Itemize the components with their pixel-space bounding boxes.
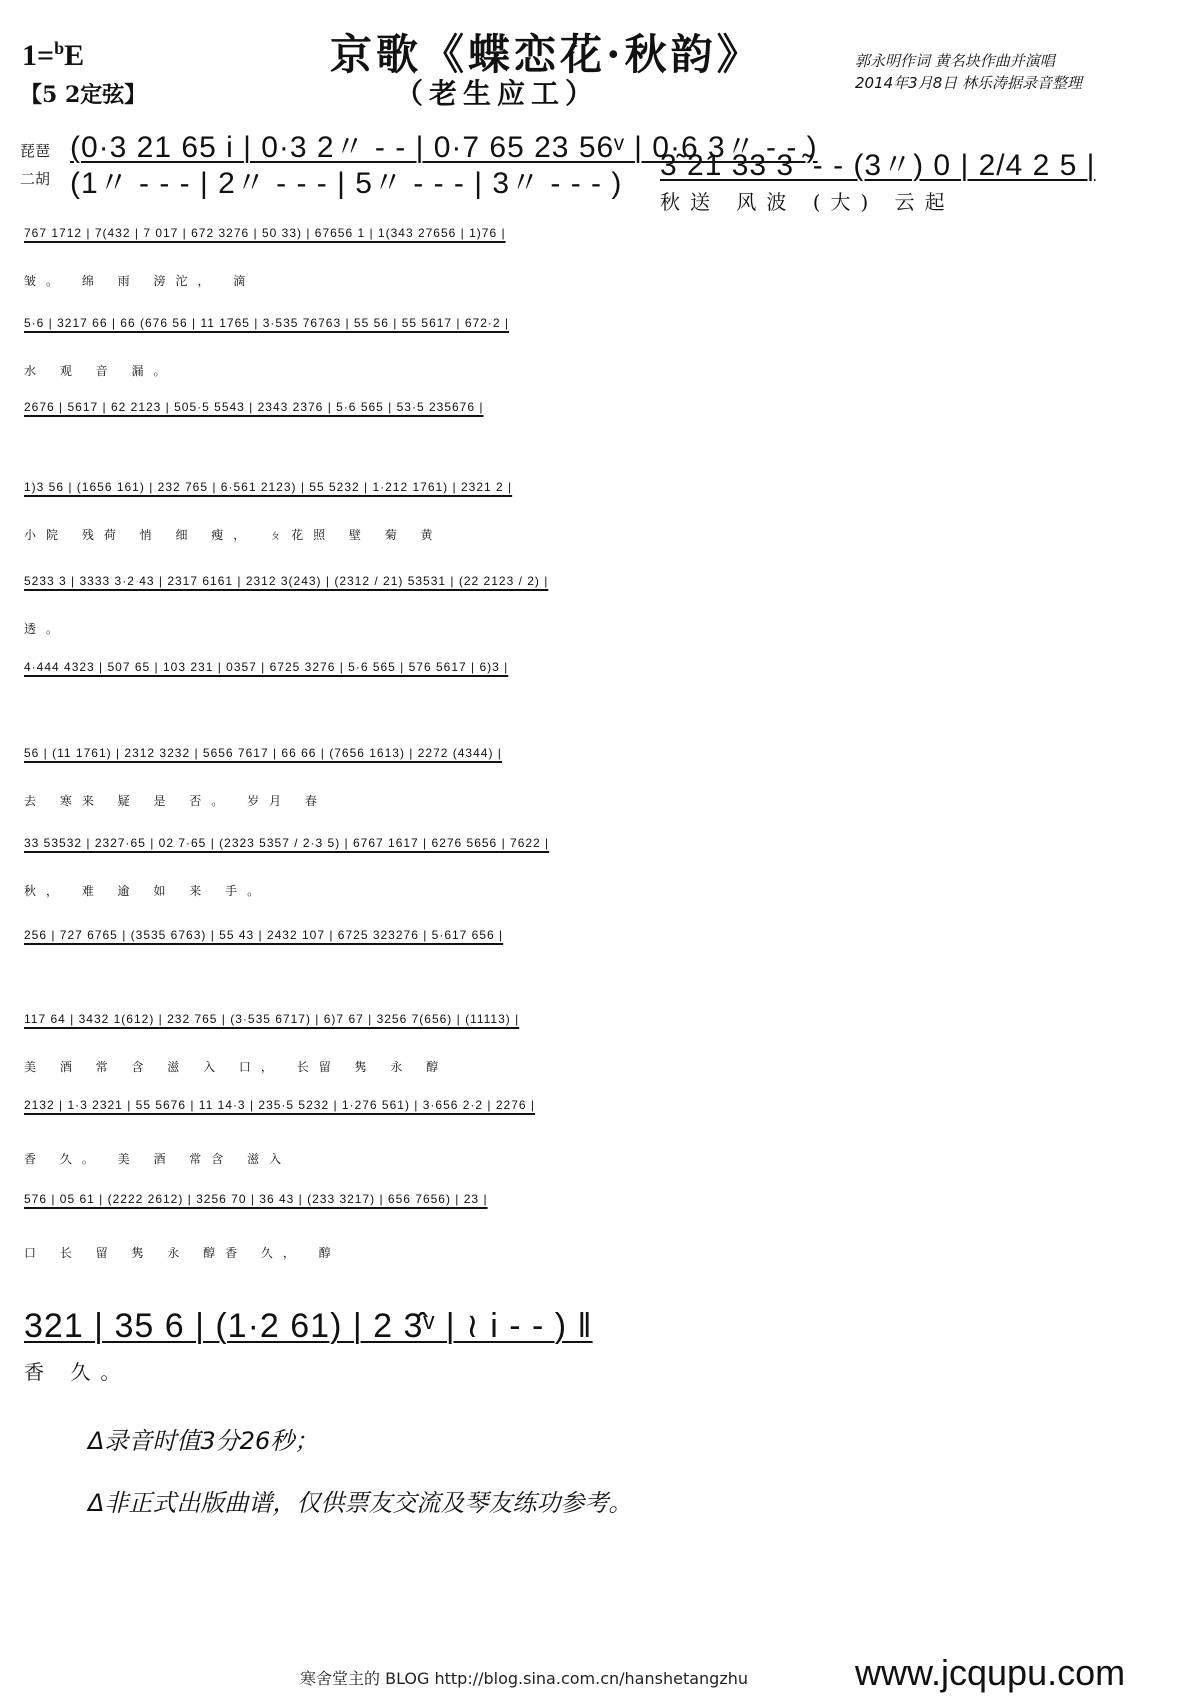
- instrument-erhu-label: 二胡: [20, 170, 51, 188]
- footnote-disclaimer: Δ非正式出版曲谱，仅供票友交流及琴友练功参考。: [88, 1489, 633, 1517]
- key-label: 1=: [22, 39, 55, 72]
- score-row-10: 256 | 727 6765 | (3535 6763) | 55 43 | 2432 107 | 6725 323276 | 5·617 656 |: [24, 928, 504, 942]
- score-row-14: 321 | 35 6 | (1·2 61) | 2 3̂ᵛ | ≀ i - - ) ‖: [24, 1307, 593, 1345]
- score-row-6: 5233 3 | 3333 3·2 43 | 2317 6161 | 2312 3(243) | (2312 / 21) 53531 | (22 2123 / 2) |: [24, 574, 549, 588]
- lyric-row-13: 口 长 留 隽 永 醇香 久， 醇: [24, 1246, 341, 1260]
- footnotes: [88, 1410, 632, 1534]
- lyric-row-2: 皱。 绵 雨 滂沱， 滴: [24, 274, 256, 288]
- score-row-intro-lower: (1〃 - - - | 2〃 - - - | 5〃 - - - | 3〃 - - - ): [70, 167, 623, 200]
- score-row-5: 1)3 56 | (1656 161) | 232 765 | 6·561 2123) | 55 5232 | 1·212 1761) | 2321 2 |: [24, 480, 513, 494]
- score-row-8: 56 | (11 1761) | 2312 3232 | 5656 7617 | 66 66 | (7656 1613) | 2272 (4344) |: [24, 746, 502, 760]
- score-row-13: 576 | 05 61 | (2222 2612) | 3256 70 | 36 43 | (233 3217) | 656 7656) | 23 |: [24, 1192, 488, 1206]
- page-subtitle: （老生应工）: [395, 77, 600, 110]
- lyric-row-14: 香 久。: [24, 1360, 131, 1384]
- score-row-4: 2676 | 5617 | 62 2123 | 505·5 5543 | 2343 2376 | 5·6 565 | 53·5 235676 |: [24, 400, 484, 414]
- lyric-row-12: 香 久。 美 酒 常含 滋入: [24, 1152, 292, 1166]
- score-row-11: 117 64 | 3432 1(612) | 232 765 | (3·535 6717) | 6)7 67 | 3256 7(656) | (11113) |: [24, 1012, 520, 1026]
- page-title: 京歌《蝶恋花·秋韵》: [330, 30, 763, 79]
- flat-sign: b: [54, 38, 65, 58]
- score-row-7: 4·444 4323 | 507 65 | 103 231 | 0357 | 6725 3276 | 5·6 565 | 576 5617 | 6)3 |: [24, 660, 509, 674]
- credits-line-1: 郭永明作词 黄名块作曲并演唱: [855, 52, 1055, 70]
- key-note: E: [64, 39, 85, 72]
- lyric-row-5: 小院 残荷 悄 细 瘦， ㄆ花照 壁 菊 黄: [24, 528, 443, 542]
- instrument-pipa-label: 琵琶: [20, 142, 51, 160]
- score-row-12: 2132 | 1·3 2321 | 55 5676 | 11 14·3 | 235·5 5232 | 1·276 561) | 3·656 2·2 | 2276 |: [24, 1098, 536, 1112]
- credits: [855, 50, 1082, 94]
- lyric-row-1: 秋送 风波 (大) 云起: [660, 190, 955, 214]
- footer-site-url: www.jcqupu.com: [855, 1652, 1126, 1693]
- lyric-row-11: 美 酒 常 含 滋 入 口， 长留 隽 永 醇: [24, 1060, 449, 1074]
- score-row-3: 5·6 | 3217 66 | 66 (676 56 | 11 1765 | 3·535 76763 | 55 56 | 55 5617 | 672·2 |: [24, 316, 510, 330]
- key-signature: [22, 38, 84, 73]
- footnote-duration: Δ录音时值3分26秒；: [88, 1427, 319, 1455]
- tuning-label: 【5 2定弦】: [20, 82, 147, 108]
- score-row-intro-upper: (0·3 21 65 i | 0·3 2〃 - - | 0·7 65 23 56ᵛ | 0·6 3〃 - - ): [70, 131, 818, 164]
- footer-blog-credit: 寒舍堂主的 BLOG http://blog.sina.com.cn/hanshetangzhu: [300, 1669, 748, 1688]
- lyric-row-8: 去 寒来 疑 是 否。 岁月 春: [24, 794, 327, 808]
- credits-line-2: 2014年3月8日 林乐涛据录音整理: [855, 74, 1083, 92]
- score-row-9: 33 53532 | 2327·65 | 02 7·65 | (2323 5357 / 2·3 5) | 6767 1617 | 6276 5656 | 7622 |: [24, 836, 550, 850]
- lyric-row-3: 水 观 音 漏。: [24, 364, 176, 378]
- score-row-2: 767 1712 | 7(432 | 7 017 | 672 3276 | 50 33) | 67656 1 | 1(343 27656 | 1)76 |: [24, 226, 506, 240]
- score-row-1: 3̃ 21 33 3 ̃ - - (3〃) 0 | 2/4 2 5 |: [660, 149, 1096, 182]
- lyric-row-9: 秋， 难 逾 如 来 手。: [24, 884, 270, 898]
- lyric-row-6: 透。: [24, 622, 69, 636]
